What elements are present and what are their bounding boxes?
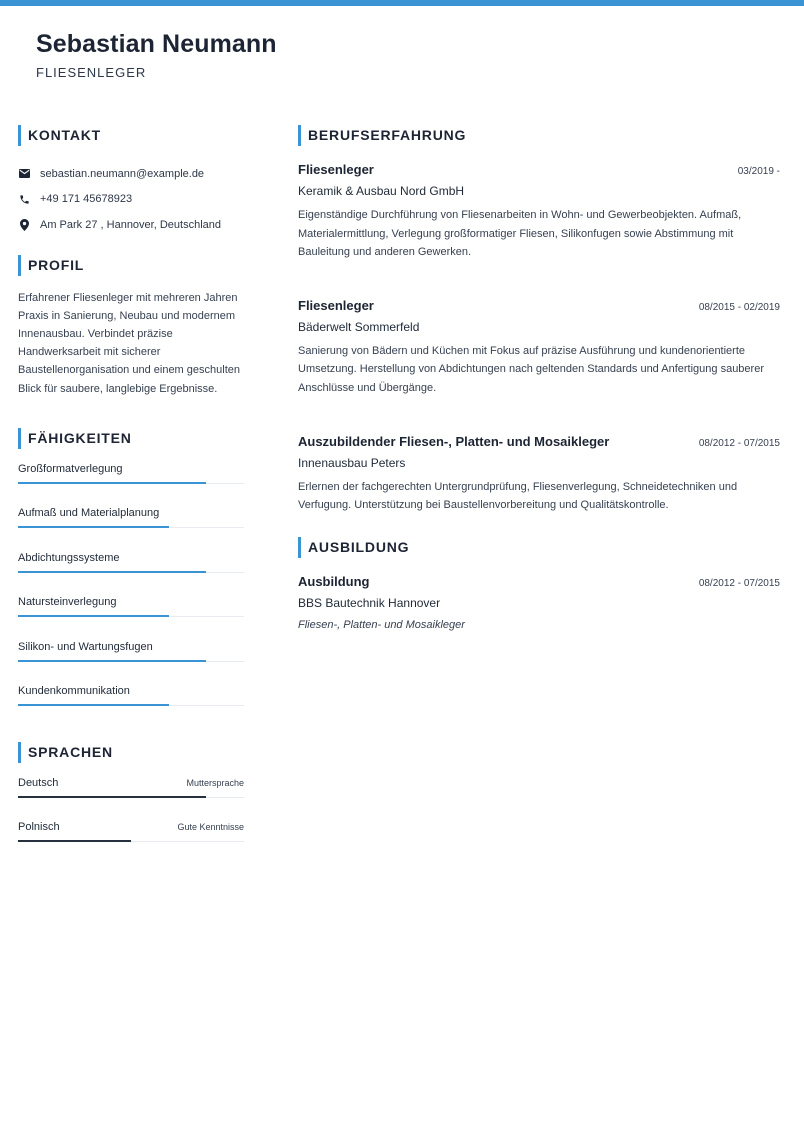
skill-bar-fill [18, 615, 169, 617]
language-name: Polnisch [18, 820, 60, 833]
contact-list [18, 161, 244, 238]
person-name: Sebastian Neumann [36, 30, 277, 58]
mail-icon [18, 168, 30, 180]
experience-item [298, 298, 780, 398]
skill-bar-fill [18, 482, 206, 484]
language-bar-fill [18, 796, 206, 798]
skill-item [18, 550, 244, 595]
section-title-languages: SPRACHEN [18, 742, 244, 763]
language-item [18, 819, 244, 863]
job-company: Bäderwelt Sommerfeld [298, 319, 420, 334]
contact-phone-text[interactable]: +49 171 45678923 [40, 193, 133, 206]
experience-item [298, 434, 780, 515]
top-accent-bar [0, 0, 804, 6]
education-title: Ausbildung [298, 573, 370, 589]
skill-name: Großformatverlegung [18, 462, 123, 475]
job-date: 08/2012 - 07/2015 [698, 437, 780, 449]
skill-name: Kundenkommunikation [18, 685, 130, 698]
language-name: Deutsch [18, 776, 59, 789]
skill-bar-track [18, 616, 244, 617]
person-title: FLIESENLEGER [36, 65, 147, 80]
section-title-experience: BERUFSERFAHRUNG [298, 125, 780, 146]
section-title-skills: FÄHIGKEITEN [18, 428, 244, 449]
section-title-contact: KONTAKT [18, 125, 244, 146]
skill-name: Silikon- und Wartungsfugen [18, 640, 153, 653]
job-date: 03/2019 - [737, 166, 780, 177]
phone-icon [18, 193, 30, 205]
contact-phone [18, 187, 244, 213]
skill-item [18, 505, 244, 550]
skill-bar-track [18, 705, 244, 706]
education-school: BBS Bautechnik Hannover [298, 595, 441, 610]
education-item [298, 574, 780, 631]
education-description: Fliesen-, Platten- und Mosaikleger [298, 618, 465, 631]
education-date: 08/2012 - 07/2015 [698, 577, 780, 589]
left-column [18, 125, 244, 863]
language-bar-fill [18, 840, 131, 842]
job-date: 08/2015 - 02/2019 [698, 301, 780, 313]
resume-header [36, 30, 277, 80]
section-title-education: AUSBILDUNG [298, 537, 780, 558]
contact-email [18, 161, 244, 187]
skill-name: Natursteinverlegung [18, 596, 117, 609]
job-company: Keramik & Ausbau Nord GmbH [298, 184, 465, 198]
skill-bar-track [18, 483, 244, 484]
job-title: Fliesenleger [298, 162, 374, 177]
location-pin-icon [18, 219, 30, 231]
contact-address [18, 212, 244, 238]
skills-list [18, 461, 244, 728]
job-description: Sanierung von Bädern und Küchen mit Fokus auf präzise Ausführung und kundenorientierte Umsetzung. Herstellung von Abdichtungen nach geltenden Standards und Anfertigung sauberer Anschlüsse und Übergänge. [298, 344, 764, 394]
job-title: Fliesenleger [298, 297, 374, 313]
skill-item [18, 594, 244, 639]
language-bar-track [18, 841, 244, 842]
job-description: Eigenständige Durchführung von Fliesenarbeiten in Wohn- und Gewerbeobjekten. Aufmaß, Materialermittlung, Verlegung großformatiger Fliesen, Silikonfugen sowie Abstimmung mit Bauleitung und anderen Gewerken. [298, 209, 742, 259]
skill-bar-fill [18, 526, 169, 528]
skill-bar-fill [18, 660, 206, 662]
skill-item [18, 683, 244, 728]
right-column [298, 125, 780, 631]
languages-list [18, 775, 244, 863]
job-company: Innenausbau Peters [298, 455, 406, 470]
skill-name: Abdichtungssysteme [18, 551, 120, 564]
contact-email-text[interactable]: sebastian.neumann@example.de [40, 167, 205, 180]
skill-bar-fill [18, 704, 169, 706]
language-bar-track [18, 797, 244, 798]
skill-bar-track [18, 572, 244, 573]
skill-item [18, 639, 244, 684]
language-level: Muttersprache [186, 777, 244, 788]
contact-address-text: Am Park 27 , Hannover, Deutschland [40, 218, 221, 231]
language-level: Gute Kenntnisse [177, 821, 244, 832]
skill-bar-fill [18, 571, 206, 573]
experience-item [298, 162, 780, 262]
skill-bar-track [18, 661, 244, 662]
skill-name: Aufmaß und Materialplanung [18, 507, 160, 520]
skill-bar-track [18, 527, 244, 528]
profile-text: Erfahrener Fliesenleger mit mehreren Jahren Praxis in Sanierung, Neubau und modernem Innenausbau. Verbindet präzise Handwerksarbeit mit sicherer Baustellenorganisation und einem geschulten Blick für saubere, langlebige Ergebnisse. [18, 291, 240, 395]
job-description: Erlernen der fachgerechten Untergrundprüfung, Fliesenverlegung, Schneidetechniken und Verfugung. Unterstützung bei Baustellenvorbereitung und Qualitätskontrolle. [298, 480, 738, 512]
job-title: Auszubildender Fliesen-, Platten- und Mosaikleger [298, 433, 610, 449]
language-item [18, 775, 244, 819]
section-title-profile: PROFIL [18, 255, 244, 276]
skill-item [18, 461, 244, 506]
